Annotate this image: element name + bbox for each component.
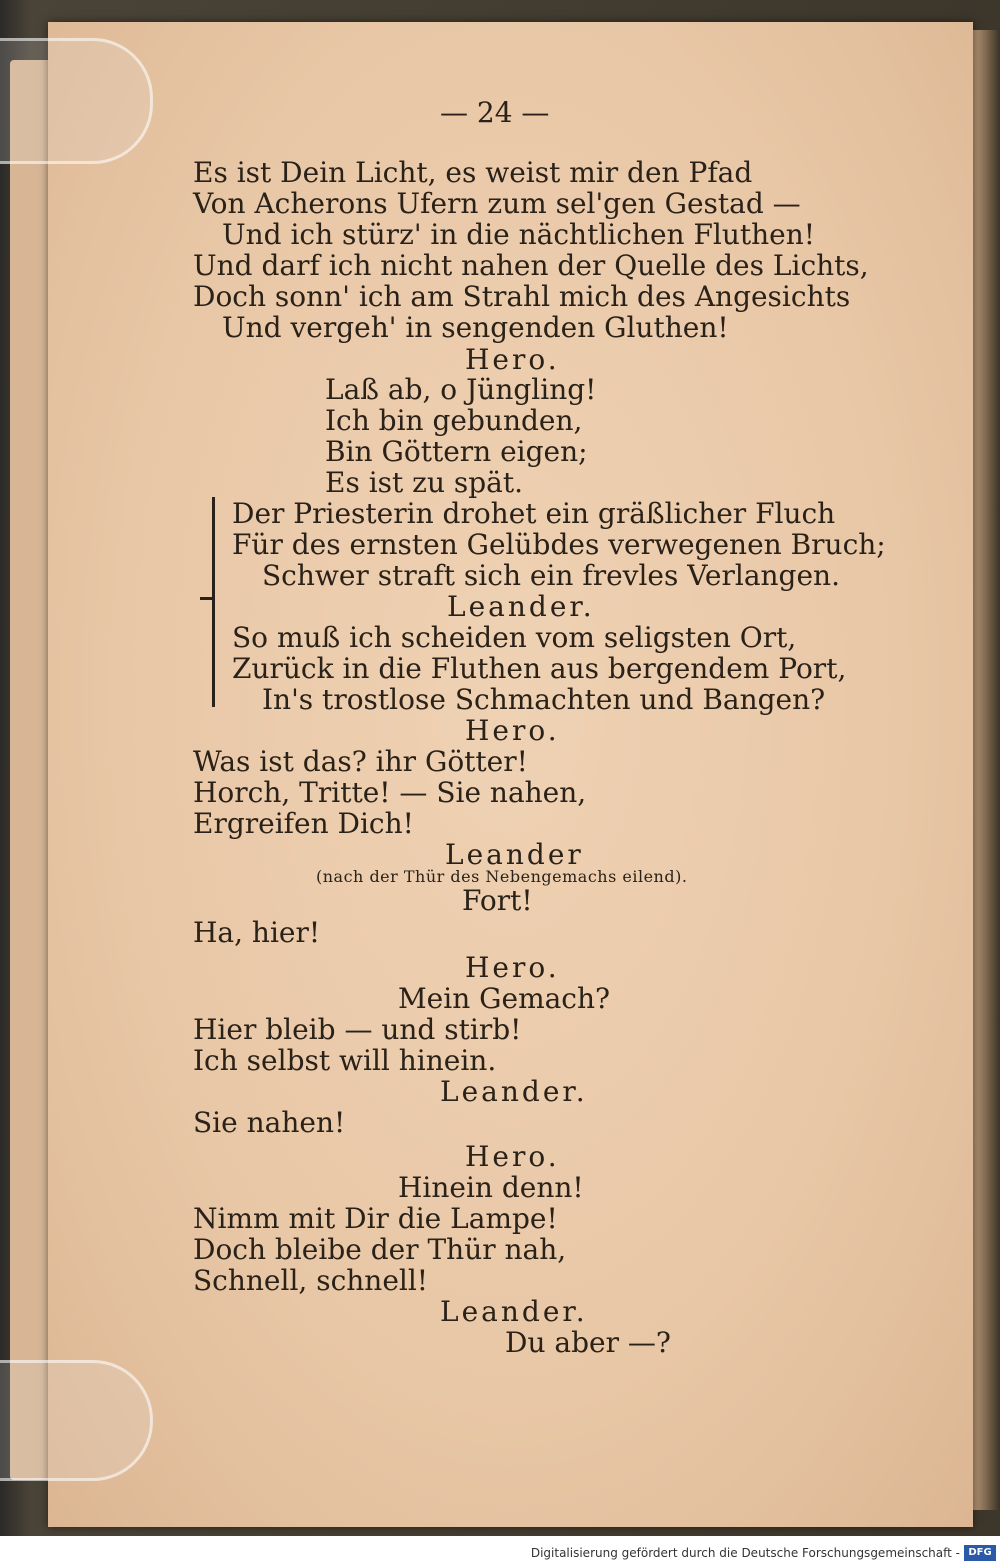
- verse-line: Doch sonn' ich am Strahl mich des Angesichts: [193, 280, 851, 313]
- verse-line: Doch bleibe der Thür nah,: [193, 1233, 567, 1266]
- verse-line: Von Acherons Ufern zum sel'gen Gestad —: [193, 187, 801, 220]
- verse-line: Der Priesterin drohet ein gräßlicher Fluch: [232, 497, 836, 530]
- verse-line: Fort!: [462, 884, 533, 917]
- brace-point: [200, 597, 214, 600]
- verse-line: Sie nahen!: [193, 1106, 346, 1139]
- verse-line: Ergreifen Dich!: [193, 807, 414, 840]
- verse-line: Schnell, schnell!: [193, 1264, 429, 1297]
- verse-line: Bin Göttern eigen;: [325, 435, 588, 468]
- verse-line: Laß ab, o Jüngling!: [325, 373, 597, 406]
- digitization-footer: [0, 1536, 1000, 1566]
- speaker-name: Hero.: [465, 714, 560, 747]
- verse-line: Ich selbst will hinein.: [193, 1044, 497, 1077]
- verse-line: In's trostlose Schmachten und Bangen?: [262, 683, 826, 716]
- footer-credit: Digitalisierung gefördert durch die Deutsche Forschungsgemeinschaft -: [530, 1546, 960, 1560]
- speaker-name: Hero.: [465, 343, 560, 376]
- simultaneous-speech-brace: [212, 497, 225, 707]
- speaker-name: Leander.: [440, 1075, 588, 1108]
- page-number: — 24 —: [440, 96, 550, 129]
- verse-line: Du aber —?: [505, 1326, 671, 1359]
- stage-direction: (nach der Thür des Nebengemachs eilend).: [316, 867, 688, 886]
- verse-line: Schwer straft sich ein frevles Verlangen.: [262, 559, 840, 592]
- verse-line: Mein Gemach?: [398, 982, 611, 1015]
- verse-line: Es ist Dein Licht, es weist mir den Pfad: [193, 156, 753, 189]
- dfg-logo: DFG: [964, 1545, 996, 1561]
- verse-line: So muß ich scheiden vom seligsten Ort,: [232, 621, 797, 654]
- verse-line: Hinein denn!: [398, 1171, 584, 1204]
- verse-line: Und darf ich nicht nahen der Quelle des Lichts,: [193, 249, 869, 282]
- speaker-name: Leander: [445, 838, 584, 871]
- verse-line: Es ist zu spät.: [325, 466, 524, 499]
- verse-line: Und vergeh' in sengenden Gluthen!: [222, 311, 729, 344]
- verse-line: Ha, hier!: [193, 916, 321, 949]
- verse-line: Ich bin gebunden,: [325, 404, 583, 437]
- speaker-name: Hero.: [465, 1140, 560, 1173]
- speaker-name: Leander.: [447, 590, 595, 623]
- verse-line: Was ist das? ihr Götter!: [193, 745, 528, 778]
- verse-line: Zurück in die Fluthen aus bergendem Port,: [232, 652, 847, 685]
- speaker-name: Leander.: [440, 1295, 588, 1328]
- verse-line: Nimm mit Dir die Lampe!: [193, 1202, 558, 1235]
- verse-line: Und ich stürz' in die nächtlichen Fluthen!: [222, 218, 816, 251]
- verse-line: Hier bleib — und stirb!: [193, 1013, 522, 1046]
- verse-line: Für des ernsten Gelübdes verwegenen Bruch;: [232, 528, 886, 561]
- speaker-name: Hero.: [465, 951, 560, 984]
- verse-line: Horch, Tritte! — Sie nahen,: [193, 776, 587, 809]
